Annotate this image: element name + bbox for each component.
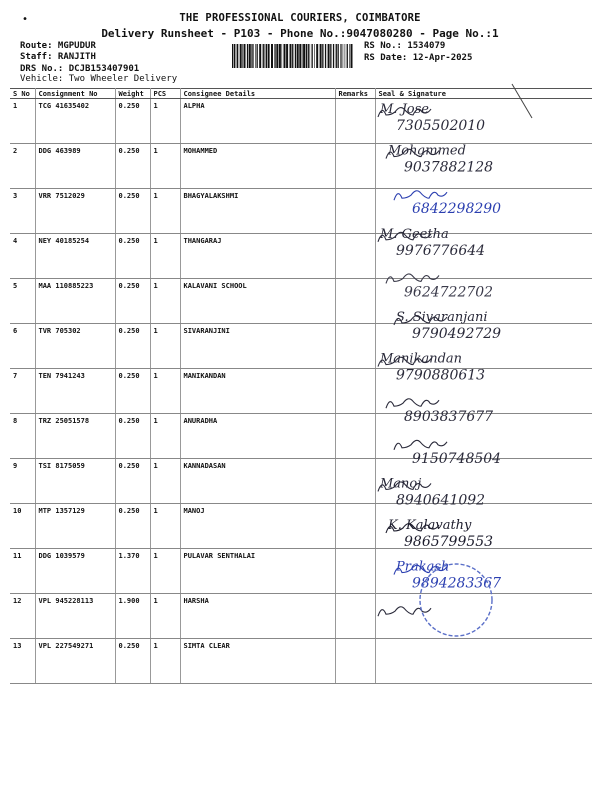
cell-weight: 0.250	[115, 189, 150, 234]
cell-consignee: ANURADHA	[180, 414, 335, 459]
cell-weight: 0.250	[115, 99, 150, 144]
signature-name: Prakash	[396, 559, 450, 575]
cell-consignee: MANIKANDAN	[180, 369, 335, 414]
table-row	[10, 414, 592, 459]
col-header-consignment: Consignment No	[35, 89, 115, 99]
signature-name: M. Geetha	[380, 226, 449, 242]
cell-weight: 0.250	[115, 459, 150, 504]
signature-phone: 9790880613	[396, 367, 486, 384]
cell-consignment: TVR 705302	[35, 324, 115, 369]
table-row	[10, 639, 592, 684]
cell-remarks	[335, 144, 375, 189]
cell-consignment: VPL 227549271	[35, 639, 115, 684]
signature-phone: 8940641092	[396, 492, 486, 509]
cell-weight: 1.900	[115, 594, 150, 639]
runsheet-title: Delivery Runsheet - P103 - Phone No.:9047080280 - Page No.:1	[101, 27, 499, 40]
cell-remarks	[335, 504, 375, 549]
table-row	[10, 144, 592, 189]
cell-pcs: 1	[150, 414, 180, 459]
cell-consignment: NEY 40185254	[35, 234, 115, 279]
table-row	[10, 549, 592, 594]
table-row	[10, 234, 592, 279]
margin-dot: •	[22, 14, 29, 25]
table-header-row	[10, 89, 592, 99]
signature-phone: 9037882128	[404, 159, 494, 176]
cell-consignee: THANGARAJ	[180, 234, 335, 279]
col-header-signature: Seal & Signature	[375, 89, 592, 99]
signature-phone: 9150748504	[412, 450, 502, 467]
cell-remarks	[335, 279, 375, 324]
cell-consignment: DDG 463989	[35, 144, 115, 189]
cell-signature	[375, 144, 592, 189]
cell-consignment: TSI 8175059	[35, 459, 115, 504]
cell-sno: 4	[10, 234, 35, 279]
cell-consignee: HARSHA	[180, 594, 335, 639]
cell-sno: 13	[10, 639, 35, 684]
signature-phone: 9624722702	[404, 284, 494, 301]
cell-weight: 0.250	[115, 414, 150, 459]
signature-name: M. Jose	[380, 102, 429, 117]
signature-name: S. Sivaranjani	[396, 310, 488, 325]
cell-weight: 0.250	[115, 504, 150, 549]
cell-pcs: 1	[150, 639, 180, 684]
cell-consignment: VRR 7512029	[35, 189, 115, 234]
cell-weight: 0.250	[115, 324, 150, 369]
cell-consignment: TEN 7941243	[35, 369, 115, 414]
cell-pcs: 1	[150, 189, 180, 234]
cell-signature	[375, 369, 592, 414]
table-row	[10, 324, 592, 369]
cell-sno: 3	[10, 189, 35, 234]
cell-weight: 0.250	[115, 234, 150, 279]
cell-remarks	[335, 99, 375, 144]
drs-label: DRS No.: DCJB153407901	[20, 64, 140, 74]
col-header-sno: S No	[10, 89, 35, 99]
col-header-pcs: PCS	[150, 89, 180, 99]
cell-remarks	[335, 324, 375, 369]
col-header-weight: Weight	[115, 89, 150, 99]
signature-phone: 9976776644	[396, 242, 486, 259]
cell-signature	[375, 234, 592, 279]
cell-consignment: TCG 41635402	[35, 99, 115, 144]
rs-date: RS Date: 12-Apr-2025	[364, 53, 473, 63]
cell-pcs: 1	[150, 234, 180, 279]
cell-remarks	[335, 639, 375, 684]
cell-signature	[375, 189, 592, 234]
company-title: THE PROFESSIONAL COURIERS, COIMBATORE	[179, 12, 421, 24]
cell-signature	[375, 594, 592, 639]
cell-sno: 5	[10, 279, 35, 324]
signature-phone: 8903837677	[404, 409, 494, 426]
cell-pcs: 1	[150, 504, 180, 549]
cell-weight: 1.370	[115, 549, 150, 594]
signature-name: Mohammed	[388, 143, 466, 159]
signature-phone: 9865799553	[404, 534, 494, 550]
cell-remarks	[335, 369, 375, 414]
cell-consignee: PULAVAR SENTHALAI	[180, 549, 335, 594]
barcode-image	[232, 44, 354, 68]
cell-consignee: MOHAMMED	[180, 144, 335, 189]
cell-signature	[375, 459, 592, 504]
cell-weight: 0.250	[115, 279, 150, 324]
col-header-consignee: Consignee Details	[180, 89, 335, 99]
cell-signature	[375, 99, 592, 144]
table-row	[10, 189, 592, 234]
staff-label: Staff: RANJITH	[20, 52, 96, 62]
cell-remarks	[335, 189, 375, 234]
cell-sno: 11	[10, 549, 35, 594]
cell-weight: 0.250	[115, 639, 150, 684]
cell-remarks	[335, 234, 375, 279]
cell-signature	[375, 279, 592, 324]
rs-number: RS No.: 1534079	[364, 41, 446, 51]
signature-name: Manoj	[380, 476, 422, 492]
cell-signature	[375, 414, 592, 459]
cell-weight: 0.250	[115, 369, 150, 414]
cell-pcs: 1	[150, 324, 180, 369]
cell-sno: 12	[10, 594, 35, 639]
cell-consignee: MANOJ	[180, 504, 335, 549]
signature-name: K. Kalavathy	[388, 518, 472, 533]
cell-remarks	[335, 459, 375, 504]
cell-sno: 7	[10, 369, 35, 414]
table-row	[10, 279, 592, 324]
cell-pcs: 1	[150, 369, 180, 414]
cell-pcs: 1	[150, 459, 180, 504]
signature-phone: 9790492729	[412, 326, 502, 342]
cell-sno: 10	[10, 504, 35, 549]
cell-consignee: SIVARANJINI	[180, 324, 335, 369]
cell-signature	[375, 639, 592, 684]
cell-consignee: SIMTA CLEAR	[180, 639, 335, 684]
signature-name: Manikandan	[380, 351, 463, 367]
cell-signature	[375, 549, 592, 594]
cell-pcs: 1	[150, 144, 180, 189]
table-row	[10, 594, 592, 639]
cell-sno: 1	[10, 99, 35, 144]
cell-sno: 8	[10, 414, 35, 459]
cell-consignee: KANNADASAN	[180, 459, 335, 504]
signature-phone: 9894283367	[412, 575, 502, 592]
runsheet-table	[10, 88, 592, 684]
vehicle-label: Vehicle: Two Wheeler Delivery	[20, 74, 178, 84]
cell-weight: 0.250	[115, 144, 150, 189]
cell-consignment: DDG 1039579	[35, 549, 115, 594]
cell-consignment: MAA 110885223	[35, 279, 115, 324]
cell-consignee: ALPHA	[180, 99, 335, 144]
cell-pcs: 1	[150, 549, 180, 594]
cell-sno: 9	[10, 459, 35, 504]
cell-sno: 2	[10, 144, 35, 189]
cell-sno: 6	[10, 324, 35, 369]
cell-pcs: 1	[150, 594, 180, 639]
cell-consignee: KALAVANI SCHOOL	[180, 279, 335, 324]
table-row	[10, 99, 592, 144]
table-row	[10, 459, 592, 504]
cell-remarks	[335, 549, 375, 594]
cell-remarks	[335, 414, 375, 459]
route-label: Route: MGPUDUR	[20, 41, 96, 51]
cell-pcs: 1	[150, 99, 180, 144]
cell-remarks	[335, 594, 375, 639]
table-row	[10, 369, 592, 414]
cell-pcs: 1	[150, 279, 180, 324]
signature-phone: 6842298290	[412, 201, 502, 218]
cell-consignee: BHAGYALAKSHMI	[180, 189, 335, 234]
col-header-remarks: Remarks	[335, 89, 375, 99]
signature-phone: 7305502010	[396, 118, 486, 134]
cell-consignment: MTP 1357129	[35, 504, 115, 549]
table-row	[10, 504, 592, 549]
cell-consignment: VPL 945228113	[35, 594, 115, 639]
cell-signature	[375, 324, 592, 369]
cell-signature	[375, 504, 592, 549]
cell-consignment: TRZ 25051578	[35, 414, 115, 459]
